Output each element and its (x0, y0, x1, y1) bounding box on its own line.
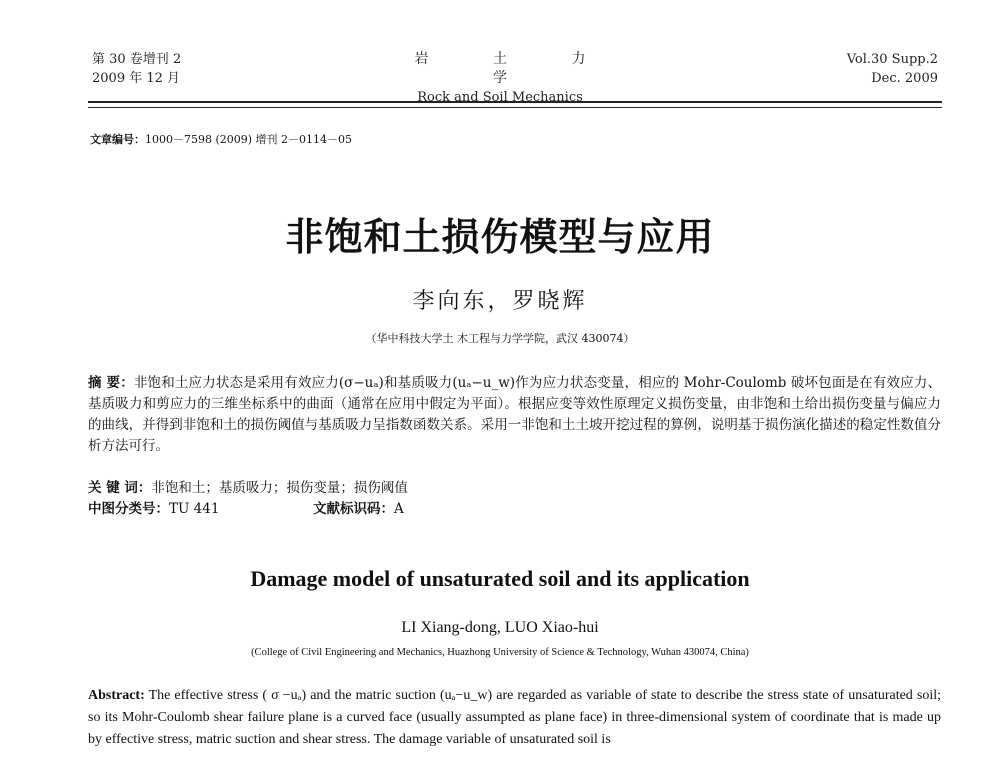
issue-zh: 第 30 卷增刊 2 (92, 52, 182, 67)
date-en: Dec. 2009 (871, 71, 938, 86)
header-right (847, 50, 938, 88)
authors-zh: 李向东，罗晓辉 (412, 289, 588, 314)
authors-en: LI Xiang-dong, LUO Xiao-hui (401, 619, 599, 636)
header-left (92, 50, 181, 88)
keywords-zh (88, 478, 941, 499)
article-number (90, 131, 352, 147)
abstract-zh-label: 摘 要： (88, 375, 134, 391)
affiliation-en: (College of Civil Engineering and Mechanics, Huazhong University of Science & Technology, Wuhan 430074, China) (251, 647, 749, 658)
paper-title-en: Damage model of unsaturated soil and its application (250, 566, 750, 591)
keywords-zh-text: 非饱和土；基质吸力；损伤变量；损伤阈值 (151, 480, 408, 496)
abstract-en (88, 685, 941, 751)
clc-value: TU 441 (169, 501, 220, 517)
keywords-zh-label: 关 键 词： (88, 480, 152, 496)
volume-en: Vol.30 Supp.2 (846, 52, 938, 67)
abstract-en-text: The effective stress ( σ −uₐ) and the matric suction (uₐ−u_w) are regarded as variable of state to describe the stress state of unsaturated soil; so its Mohr-Coulomb shear failure plane is a curved face (usually assumpted as plane face) in three-dimensional system of coordinate that is made up by effective stress, matric suction and shear stress. The damage variable of unsaturated soil is (88, 688, 942, 747)
abstract-en-label: Abstract: (88, 688, 145, 703)
header-rule-thin (88, 107, 942, 108)
affiliation-zh: （华中科技大学土 木工程与力学学院，武汉 430074） (365, 332, 635, 345)
classification-line (88, 499, 941, 520)
header-center (350, 50, 650, 107)
abstract-zh-text: 非饱和土应力状态是采用有效应力(σ−uₐ)和基质吸力(uₐ−u_w)作为应力状态变量，相应的 Mohr-Coulomb 破坏包面是在有效应力、基质吸力和剪应力的三维坐标系中的曲面（通常在应用中假定为平面）。根据应变等效性原理定义损伤变量，由非饱和土给出损伤变量与偏应力的曲线，并得到非饱和土的损伤阈值与基质吸力呈指数函数关系。采用一非饱和土土坡开挖过程的算例，说明基于损伤演化描述的稳定性数值分析方法可行。 (88, 375, 941, 454)
doc-code-label: 文献标识码： (313, 501, 394, 517)
article-number-value: 1000－7598 (2009) 增刊 2－0114－05 (145, 133, 353, 146)
journal-name-zh: 岩 土 力 学 (414, 51, 616, 86)
document-code (313, 499, 404, 520)
header-rule-thick (88, 101, 942, 103)
doc-code-value: A (394, 501, 404, 517)
paper-title-zh: 非饱和土损伤模型与应用 (285, 215, 715, 259)
date-zh: 2009 年 12 月 (92, 71, 181, 86)
abstract-zh (88, 373, 941, 457)
journal-name-en: Rock and Soil Mechanics (417, 90, 583, 105)
article-number-label: 文章编号： (90, 133, 145, 146)
clc-label: 中图分类号： (88, 501, 169, 517)
